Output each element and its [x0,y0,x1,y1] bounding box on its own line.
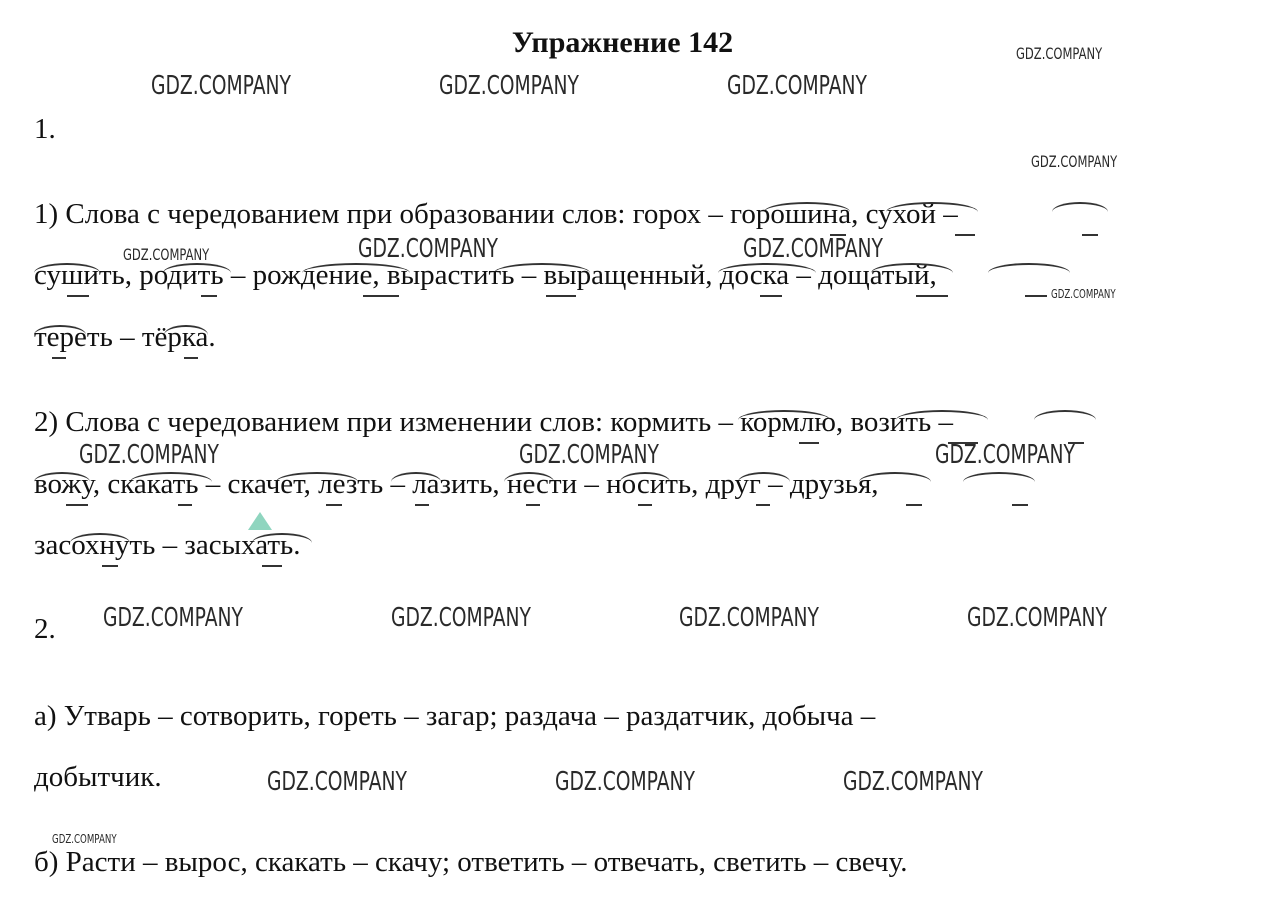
letter-underline [799,442,819,444]
item-1-line-2: сушить, родить – рождение, вырастить – выращенный, доска – дощатый, [34,259,937,291]
item-1-line-3: тереть – тёрка. [34,321,216,353]
watermark: GDZ.COMPANY [391,603,531,633]
letter-underline [638,504,652,506]
letter-underline [67,295,89,297]
letter-underline [102,565,118,567]
watermark: GDZ.COMPANY [79,440,219,470]
letter-underline [415,504,429,506]
letter-underline [178,504,192,506]
watermark: GDZ.COMPANY [519,440,659,470]
letter-underline [760,295,782,297]
letter-underline [363,295,399,297]
watermark: GDZ.COMPANY [743,234,883,264]
letter-underline [906,504,922,506]
watermark: GDZ.COMPANY [1051,287,1116,301]
root-arc [963,472,1035,482]
section-1-label: 1. [34,113,56,145]
letter-underline [201,295,217,297]
letter-underline [756,504,770,506]
section-2-label: 2. [34,613,56,645]
letter-underline [955,234,975,236]
item-1-line-1: 1) Слова с чередованием при образовании слов: горох – горошина, сухой – [34,198,958,230]
watermark: GDZ.COMPANY [555,767,695,797]
watermark: GDZ.COMPANY [151,71,291,101]
triangle-mark-icon [248,512,272,530]
letter-underline [1025,295,1047,297]
item-2-line-3: засохнуть – засыхать. [34,529,301,561]
watermark: GDZ.COMPANY [1016,44,1103,63]
letter-underline [526,504,540,506]
item-2-line-1: 2) Слова с чередованием при изменении слов: кормить – кормлю, возить – [34,406,954,438]
letter-underline [916,295,948,297]
watermark: GDZ.COMPANY [843,767,983,797]
item-a-line-2: добытчик. [34,761,162,793]
letter-underline [546,295,576,297]
root-arc [988,263,1070,273]
item-2-line-2: вожу, скакать – скачет, лезть – лазить, нести – носить, друг – друзья, [34,468,879,500]
watermark: GDZ.COMPANY [727,71,867,101]
root-arc [1052,202,1108,212]
page-title: Упражнение 142 [511,26,734,59]
item-a-line-1: а) Утварь – сотворить, гореть – загар; раздача – раздатчик, добыча – [34,700,876,732]
watermark: GDZ.COMPANY [967,603,1107,633]
watermark: GDZ.COMPANY [358,234,498,264]
letter-underline [262,565,282,567]
letter-underline [1082,234,1098,236]
watermark: GDZ.COMPANY [679,603,819,633]
watermark: GDZ.COMPANY [123,245,210,264]
watermark: GDZ.COMPANY [935,440,1075,470]
root-arc [1034,410,1096,420]
watermark: GDZ.COMPANY [52,832,117,846]
letter-underline [1012,504,1028,506]
letter-underline [52,357,66,359]
letter-underline [326,504,342,506]
item-b-line-1: б) Расти – вырос, скакать – скачу; ответить – отвечать, светить – свечу. [34,846,908,878]
watermark: GDZ.COMPANY [267,767,407,797]
watermark: GDZ.COMPANY [103,603,243,633]
watermark: GDZ.COMPANY [439,71,579,101]
watermark: GDZ.COMPANY [1031,152,1118,171]
letter-underline [184,357,198,359]
letter-underline [66,504,88,506]
